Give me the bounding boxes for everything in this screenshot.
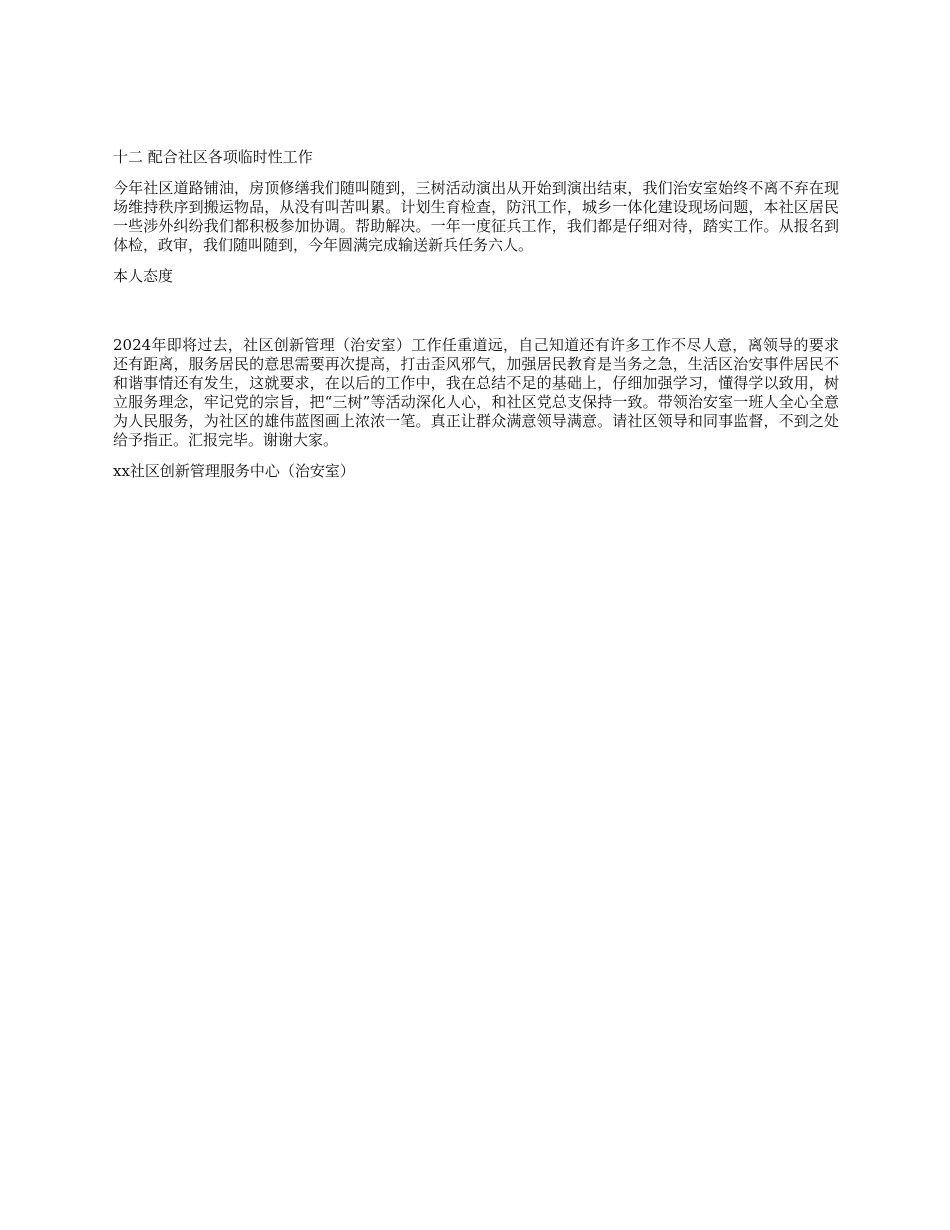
attitude-heading: 本人态度 xyxy=(113,267,174,285)
paragraph-attitude: 2024年即将过去，社区创新管理（治安室）工作任重道远，自己知道还有许多工作不尽人意，离领导的要求还有距离，服务居民的意思需要再次提高，打击歪风邪气，加强居民教育是当务之急，生活区治安事件居民不和谐事情还有发生，这就要求，在以后的工作中，我在总结不足的基础上，仔细加强学习，懂得学以致用，树立服务理念，牢记党的宗旨，把“三树”等活动深化人心，和社区党总支保持一致。带领治安室一班人全心全意为人民服务，为社区的雄伟蓝图画上浓浓一笔。真正让群众满意领导满意。请社区领导和同事监督，不到之处给予指正。汇报完毕。谢谢大家。 xyxy=(113,336,839,449)
signature-line: xx社区创新管理服务中心（治安室） xyxy=(113,462,355,480)
document-body xyxy=(113,148,839,481)
section-heading: 十二 配合社区各项临时性工作 xyxy=(113,148,313,166)
paragraph-temporary-work: 今年社区道路铺油，房顶修缮我们随叫随到，三树活动演出从开始到演出结束，我们治安室始终不离不弃在现场维持秩序到搬运物品，从没有叫苦叫累。计划生育检查，防汛工作，城乡一体化建设现场问题，本社区居民一些涉外纠纷我们都积极参加协调。帮助解决。一年一度征兵工作，我们都是仔细对待，踏实工作。从报名到体检，政审，我们随叫随到，今年圆满完成输送新兵任务六人。 xyxy=(113,179,839,254)
